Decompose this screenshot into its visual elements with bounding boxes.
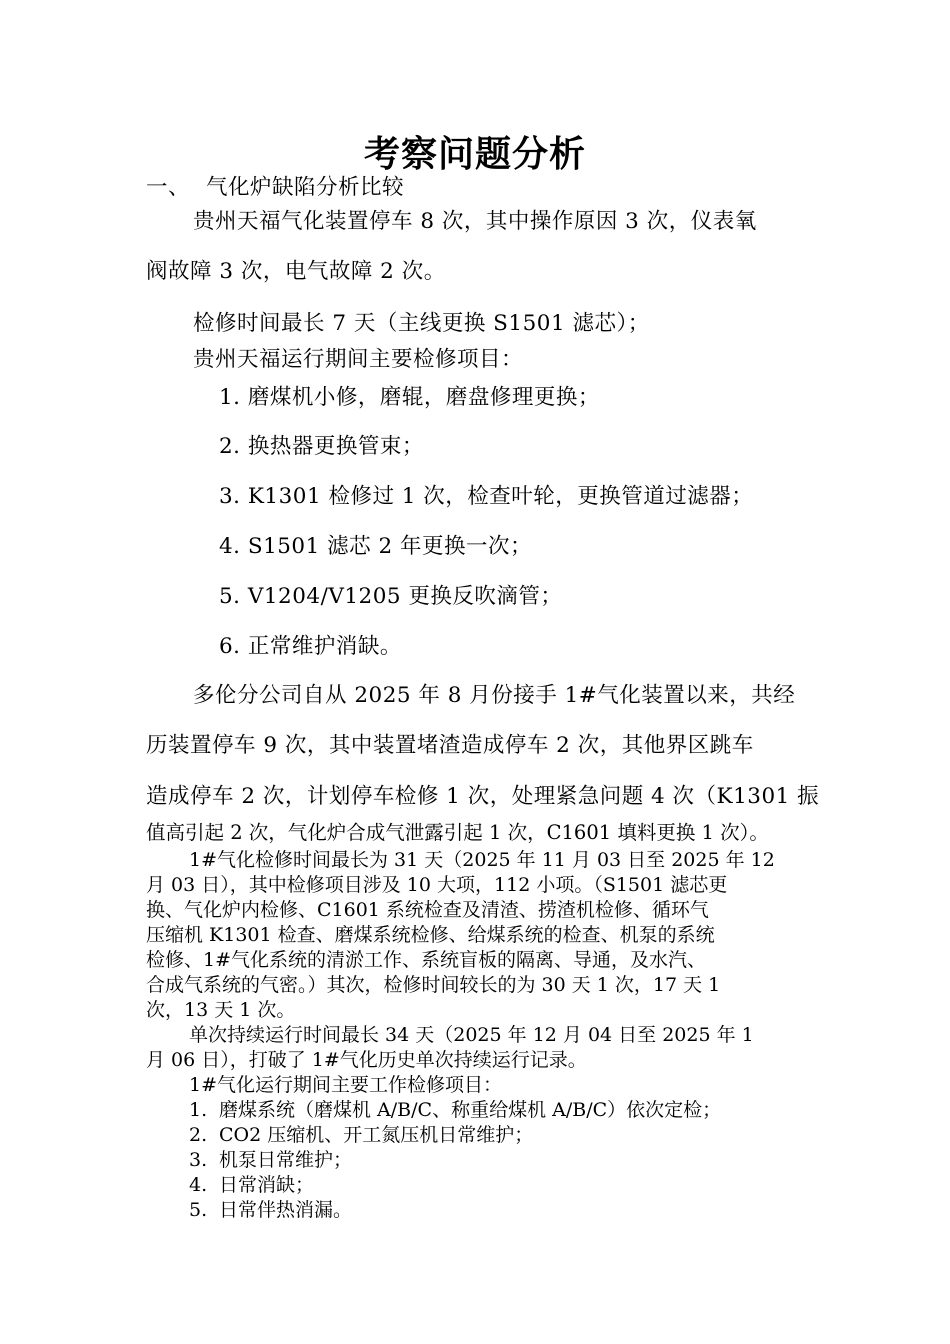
list-number: 1. [189, 1099, 208, 1121]
list-number: 5. [189, 1199, 208, 1221]
list-text: 日常伴热消漏。 [219, 1199, 353, 1221]
list-item [189, 1146, 352, 1174]
paragraph-line: 1#气化检修时间最长为 31 天（2025 年 11 月 03 日至 2025 年 12 [189, 849, 775, 871]
paragraph-line: 历装置停车 9 次，其中装置堵渣造成停车 2 次，其他界区跳车 [146, 733, 754, 758]
paragraph-line: 检修、1#气化系统的清淤工作、系统盲板的隔离、导通，及水汽、 [146, 949, 707, 971]
page-title: 考察问题分析 [363, 134, 586, 175]
list-item [189, 1171, 314, 1199]
list-item [189, 1196, 352, 1224]
paragraph-line: 月 03 日），其中检修项目涉及 10 大项，112 小项。（S1501 滤芯更 [146, 874, 728, 896]
list-item [189, 1096, 721, 1124]
paragraph-line: 多伦分公司自从 2025 年 8 月份接手 1#气化装置以来，共经 [193, 683, 796, 708]
list-item: 6. 正常维护消缺。 [219, 634, 402, 659]
paragraph-line: 值高引起 2 次，气化炉合成气泄露引起 1 次，C1601 填料更换 1 次）。 [146, 821, 769, 844]
section-number: 一、 [146, 175, 191, 200]
paragraph-line: 贵州天福运行期间主要检修项目： [193, 347, 524, 372]
paragraph-line: 换、气化炉内检修、C1601 系统检查及清渣、捞渣机检修、循环气 [146, 899, 709, 921]
list-text: 机泵日常维护； [219, 1149, 353, 1171]
paragraph-line: 月 06 日），打破了 1#气化历史单次持续运行记录。 [146, 1049, 587, 1071]
list-text: 日常消缺； [219, 1174, 315, 1196]
paragraph-line: 检修时间最长 7 天（主线更换 S1501 滤芯）； [193, 311, 650, 336]
list-number: 4. [189, 1174, 208, 1196]
paragraph-line: 造成停车 2 次，计划停车检修 1 次，处理紧急问题 4 次（K1301 振 [146, 784, 820, 809]
list-text: 磨煤系统（磨煤机 A/B/C、称重给煤机 A/B/C）依次定检； [219, 1099, 722, 1121]
list-item: 1. 磨煤机小修，磨辊，磨盘修理更换； [219, 385, 600, 410]
paragraph-line: 单次持续运行时间最长 34 天（2025 年 12 月 04 日至 2025 年 1 [189, 1024, 754, 1046]
list-item: 2. 换热器更换管束； [219, 434, 424, 459]
list-text: CO2 压缩机、开工氮压机日常维护； [219, 1124, 534, 1146]
list-number: 3. [189, 1149, 208, 1171]
section-title: 气化炉缺陷分析比较 [206, 175, 405, 200]
list-item: 3. K1301 检修过 1 次，检查叶轮，更换管道过滤器； [219, 484, 754, 509]
list-item: 4. S1501 滤芯 2 年更换一次； [219, 534, 532, 559]
section-heading [146, 174, 404, 202]
list-item: 5. V1204/V1205 更换反吹滴管； [219, 584, 563, 609]
list-number: 2. [189, 1124, 208, 1146]
paragraph-line: 阀故障 3 次，电气故障 2 次。 [146, 259, 446, 284]
paragraph-line: 贵州天福气化装置停车 8 次，其中操作原因 3 次，仪表氧 [193, 209, 757, 234]
list-item [189, 1121, 533, 1149]
paragraph-line: 合成气系统的气密。）其次，检修时间较长的为 30 天 1 次，17 天 1 [146, 974, 721, 996]
paragraph-line: 次，13 天 1 次。 [146, 999, 296, 1021]
paragraph-line: 1#气化运行期间主要工作检修项目： [189, 1074, 503, 1096]
paragraph-line: 压缩机 K1301 检查、磨煤系统检修、给煤系统的检查、机泵的系统 [146, 924, 715, 946]
